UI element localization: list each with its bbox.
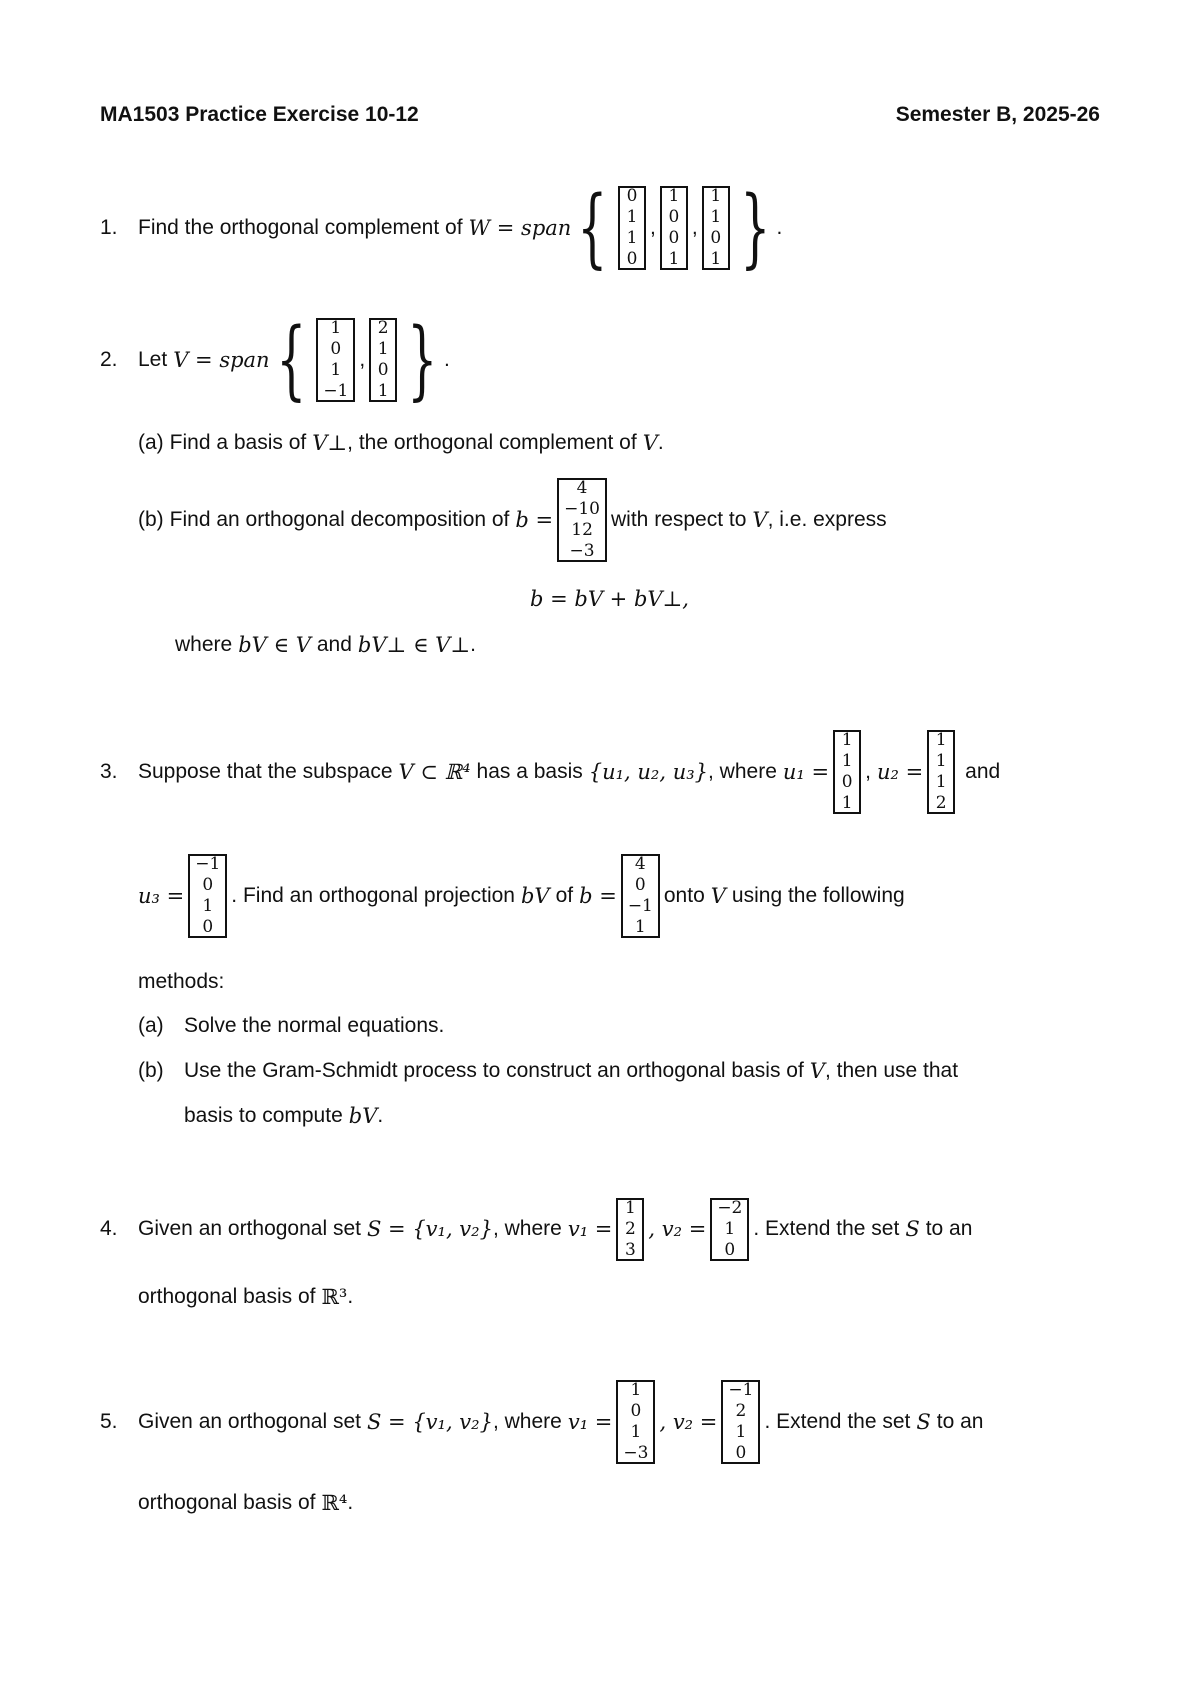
math-expr: W = span (468, 216, 572, 240)
question-4: 4. Given an orthogonal set S = {v₁, v₂} , where v₁ = 1 2 3 , v₂ = −2 1 0 . Extend the set S to an (100, 1197, 973, 1260)
methods-label: methods: (138, 970, 225, 993)
vector: −2 1 0 (710, 1198, 749, 1261)
semester-label: Semester B, 2025-26 (895, 103, 1100, 126)
left-brace: { (275, 310, 307, 410)
vector: 4 0 −1 1 (621, 854, 660, 938)
question-2a: (a) Find a basis of V⊥ , the orthogonal complement of V . (138, 431, 664, 455)
question-3b: (b) Use the Gram-Schmidt process to construct an orthogonal basis of V , then use that (138, 1059, 959, 1083)
part-label: (b) (138, 508, 164, 531)
document-title: MA1503 Practice Exercise 10-12 (100, 103, 419, 126)
question-2: 2. Let V = span { 1 0 1 −1 , 2 1 0 1 } . (100, 310, 450, 410)
question-number: 2. (100, 348, 118, 371)
question-4-cont: orthogonal basis of ℝ³ . (138, 1285, 354, 1309)
vector: 1 1 0 1 (833, 730, 861, 814)
vector: −1 2 1 0 (721, 1380, 760, 1464)
vector: 1 0 0 1 (660, 186, 688, 270)
question-number: 4. (100, 1217, 118, 1240)
vector: 2 1 0 1 (369, 318, 397, 402)
question-3b-cont: basis to compute bV . (184, 1104, 384, 1128)
part-label: (b) (138, 1059, 164, 1082)
question-text: Find the orthogonal complement of (138, 216, 463, 239)
part-label: (a) (138, 431, 164, 454)
vector: 1 0 1 −3 (616, 1380, 655, 1464)
vector: 4 −10 12 −3 (557, 478, 607, 562)
question-5: 5. Given an orthogonal set S = {v₁, v₂} , where v₁ = 1 0 1 −3 , v₂ = −1 2 1 0 . Extend the set S to an (100, 1380, 984, 1463)
vector: 1 0 1 −1 (316, 318, 355, 402)
left-brace: { (577, 178, 608, 278)
part-label: (a) (138, 1014, 164, 1037)
question-number: 3. (100, 760, 118, 783)
decomposition-equation: b = bV + bV⊥, (530, 587, 689, 611)
question-5-cont: orthogonal basis of ℝ⁴ . (138, 1491, 354, 1515)
question-3: 3. Suppose that the subspace V ⊂ ℝ⁴ has a basis {u₁, u₂, u₃} , where u₁ = 1 1 0 1 , u₂ = 1 1 1 2 and (100, 730, 1001, 813)
right-brace: } (407, 310, 438, 410)
question-2b: (b) Find an orthogonal decomposition of b = 4 −10 12 −3 with respect to V , i.e. express (138, 478, 887, 561)
question-number: 5. (100, 1410, 118, 1433)
question-1: 1. Find the orthogonal complement of W = span { 0 1 1 0 , 1 0 0 1 , 1 1 0 1 } . (100, 178, 783, 278)
question-number: 1. (100, 216, 118, 239)
vector: 1 1 1 2 (927, 730, 955, 814)
vector: 0 1 1 0 (618, 186, 646, 270)
vector: 1 2 3 (616, 1198, 644, 1261)
question-text: Let (138, 348, 168, 371)
question-3-cont: u₃ = −1 0 1 0 . Find an orthogonal projection bV of b = 4 0 −1 1 onto V using the following (138, 854, 905, 937)
right-brace: } (740, 178, 771, 278)
vector: −1 0 1 0 (188, 854, 227, 938)
vector: 1 1 0 1 (702, 186, 730, 270)
math-expr: V = span (173, 348, 270, 372)
question-2b-where: where bV ∈ V and bV⊥ ∈ V⊥ . (175, 633, 476, 657)
question-3a: (a) Solve the normal equations. (138, 1014, 445, 1037)
